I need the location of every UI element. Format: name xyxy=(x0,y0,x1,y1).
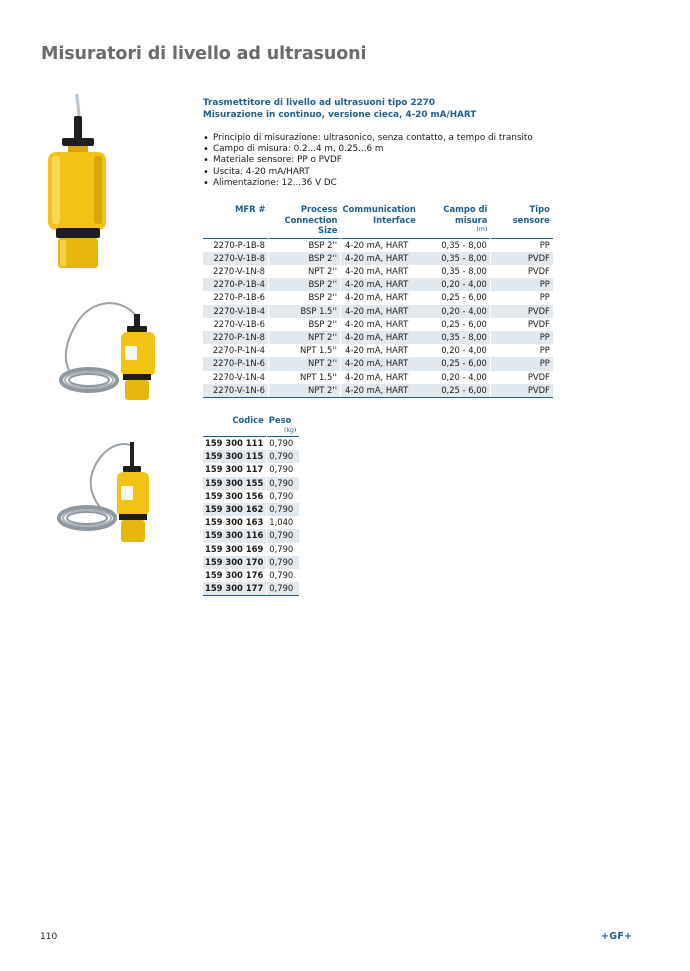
sensor-photo-short-cable xyxy=(38,92,118,272)
cell-code: 159 300 177 xyxy=(203,582,267,596)
cell-weight: 0,790 xyxy=(267,503,300,516)
cell-sensor-type: PP xyxy=(539,345,550,356)
cell-code: 159 300 170 xyxy=(203,556,267,569)
header-communication: Communication Interface xyxy=(342,204,416,225)
cell-sensor-type: PVDF xyxy=(490,305,553,318)
cell-range: 0,35 - 8,00 xyxy=(419,265,491,278)
code-row xyxy=(203,437,299,451)
cell-sensor-type: PP xyxy=(490,357,553,370)
cell-communication: 4-20 mA, HART xyxy=(341,305,419,318)
product-heading-line-1: Trasmettitore di livello ad ultrasuoni tipo 2270 xyxy=(203,98,436,108)
cell-connection: NPT 2'' xyxy=(269,331,341,344)
cell-code: 159 300 115 xyxy=(203,450,267,463)
cell-mfr: 2270-P-1N-6 xyxy=(203,357,269,370)
spec-row xyxy=(203,344,553,357)
cell-communication: 4-20 mA, HART xyxy=(345,345,409,356)
header-sensor-type: Tipo sensore xyxy=(512,204,550,225)
cell-communication: 4-20 mA, HART xyxy=(345,371,409,382)
cell-mfr: 2270-V-1B-8 xyxy=(203,252,269,265)
cell-connection: BSP 1.5'' xyxy=(269,305,341,318)
page-number: 110 xyxy=(40,932,58,942)
cell-code: 159 300 111 xyxy=(203,437,267,451)
code-table-header xyxy=(203,415,299,437)
feature-item: • Principio di misurazione: ultrasonico, senza contatto, a tempo di transito xyxy=(203,133,533,144)
cell-connection: BSP 2'' xyxy=(269,278,341,291)
cell-mfr: 2270-P-1N-8 xyxy=(203,331,269,344)
code-row xyxy=(203,450,299,463)
cell-code: 159 300 176 xyxy=(203,569,267,582)
spec-row xyxy=(203,291,553,304)
cell-range: 0,20 - 4,00 xyxy=(419,278,491,291)
spec-row xyxy=(203,357,553,370)
cell-range: 0,20 - 4,00 xyxy=(419,305,491,318)
cell-mfr: 2270-P-1B-4 xyxy=(203,278,269,291)
cell-sensor-type: PVDF xyxy=(527,265,550,276)
cell-code: 159 300 155 xyxy=(203,477,267,490)
cell-sensor-type: PP xyxy=(539,292,550,303)
cell-weight: 0,790 xyxy=(269,570,294,581)
feature-item: • Campo di misura: 0.2...4 m, 0.25...6 m xyxy=(203,144,533,155)
header-mfr: MFR # xyxy=(235,204,266,214)
sensor-photo-coiled-cable-2 xyxy=(55,438,165,548)
feature-item: • Alimentazione: 12...36 V DC xyxy=(203,178,533,189)
cell-weight: 1,040 xyxy=(269,517,294,528)
page-title: Misuratori di livello ad ultrasuoni xyxy=(41,44,367,64)
cell-mfr: 2270-P-1B-6 xyxy=(203,291,269,304)
code-row xyxy=(203,556,299,569)
cell-code: 159 300 163 xyxy=(203,516,267,529)
cell-communication: 4-20 mA, HART xyxy=(341,357,419,370)
header-weight-unit: (kg) xyxy=(283,426,297,434)
cell-weight: 0,790 xyxy=(267,582,300,596)
code-row xyxy=(203,490,299,503)
cell-mfr: 2270-P-1B-8 xyxy=(203,238,269,252)
code-table xyxy=(203,415,299,596)
spec-row xyxy=(203,318,553,331)
cell-range: 0,25 - 6,00 xyxy=(419,384,491,398)
cell-sensor-type: PP xyxy=(490,238,553,252)
cell-weight: 0,790 xyxy=(267,437,300,451)
spec-table xyxy=(203,204,553,398)
header-weight-label: Peso xyxy=(268,415,292,425)
cell-sensor-type: PP xyxy=(490,331,553,344)
cell-sensor-type: PP xyxy=(490,278,553,291)
cell-mfr: 2270-V-1N-4 xyxy=(203,371,269,384)
code-row xyxy=(203,529,299,542)
cell-sensor-type: PVDF xyxy=(490,252,553,265)
header-range xyxy=(419,204,491,238)
product-heading-line-2: Misurazione in continuo, versione cieca, 4-20 mA/HART xyxy=(203,110,477,120)
header-weight xyxy=(267,415,300,437)
feature-list xyxy=(203,133,533,189)
cell-range: 0,25 - 6,00 xyxy=(419,357,491,370)
header-code: Codice xyxy=(232,415,264,425)
cell-weight: 0,790 xyxy=(267,477,300,490)
cell-range: 0,25 - 6,00 xyxy=(419,318,491,331)
cell-sensor-type: PVDF xyxy=(490,384,553,398)
cell-mfr: 2270-V-1N-8 xyxy=(203,265,269,278)
cell-mfr: 2270-V-1B-6 xyxy=(203,318,269,331)
cell-communication: 4-20 mA, HART xyxy=(345,318,409,329)
cell-mfr: 2270-V-1B-4 xyxy=(203,305,269,318)
gf-logo: +GF+ xyxy=(601,931,633,942)
spec-row xyxy=(203,384,553,398)
cell-connection: BSP 2'' xyxy=(269,291,341,304)
cell-communication: 4-20 mA, HART xyxy=(341,384,419,398)
cell-weight: 0,790 xyxy=(267,556,300,569)
cell-range: 0,25 - 6,00 xyxy=(419,291,491,304)
cell-range: 0,35 - 8,00 xyxy=(419,238,491,252)
cell-connection: BSP 2'' xyxy=(269,318,341,331)
cell-weight: 0,790 xyxy=(267,450,300,463)
code-row xyxy=(203,516,299,529)
product-heading xyxy=(203,97,476,121)
spec-row xyxy=(203,265,553,278)
cell-communication: 4-20 mA, HART xyxy=(345,265,409,276)
cell-code: 159 300 162 xyxy=(203,503,267,516)
cell-mfr: 2270-V-1N-6 xyxy=(203,384,269,398)
code-row xyxy=(203,477,299,490)
cell-connection: BSP 2'' xyxy=(269,252,341,265)
cell-mfr: 2270-P-1N-4 xyxy=(203,344,269,357)
spec-row xyxy=(203,371,553,384)
cell-sensor-type: PVDF xyxy=(527,371,550,382)
feature-item: • Materiale sensore: PP o PVDF xyxy=(203,155,533,166)
spec-row xyxy=(203,278,553,291)
cell-connection: NPT 2'' xyxy=(269,357,341,370)
cell-connection: BSP 2'' xyxy=(269,238,341,252)
cell-communication: 4-20 mA, HART xyxy=(341,238,419,252)
cell-code: 159 300 117 xyxy=(203,463,267,476)
code-row xyxy=(203,582,299,596)
sensor-photo-coiled-cable xyxy=(55,296,165,406)
spec-row xyxy=(203,305,553,318)
cell-range: 0,20 - 4,00 xyxy=(419,344,491,357)
feature-item: • Uscita: 4-20 mA/HART xyxy=(203,167,533,178)
spec-row xyxy=(203,331,553,344)
cell-communication: 4-20 mA, HART xyxy=(341,278,419,291)
cell-communication: 4-20 mA, HART xyxy=(345,292,409,303)
spec-row xyxy=(203,252,553,265)
spec-table-header xyxy=(203,204,553,238)
cell-code: 159 300 169 xyxy=(203,543,267,556)
cell-communication: 4-20 mA, HART xyxy=(341,252,419,265)
cell-range: 0,35 - 8,00 xyxy=(419,252,491,265)
cell-communication: 4-20 mA, HART xyxy=(341,331,419,344)
cell-connection: NPT 1.5'' xyxy=(269,344,341,357)
cell-weight: 0,790 xyxy=(269,543,294,554)
code-row xyxy=(203,543,299,556)
cell-connection: NPT 1.5'' xyxy=(269,371,341,384)
cell-connection: NPT 2'' xyxy=(269,384,341,398)
cell-sensor-type: PVDF xyxy=(527,318,550,329)
cell-range: 0,20 - 4,00 xyxy=(419,371,491,384)
header-range-unit: (m) xyxy=(476,226,488,233)
cell-code: 159 300 116 xyxy=(203,529,267,542)
header-process-connection: Process Connection Size xyxy=(284,204,338,235)
cell-range: 0,35 - 8,00 xyxy=(419,331,491,344)
code-row xyxy=(203,503,299,516)
spec-row xyxy=(203,238,553,252)
code-row xyxy=(203,569,299,582)
header-range-label: Campo di misura xyxy=(443,204,488,225)
code-row xyxy=(203,463,299,476)
cell-weight: 0,790 xyxy=(269,464,294,475)
cell-connection: NPT 2'' xyxy=(269,265,341,278)
cell-weight: 0,790 xyxy=(267,529,300,542)
cell-weight: 0,790 xyxy=(269,490,294,501)
cell-code: 159 300 156 xyxy=(203,490,267,503)
